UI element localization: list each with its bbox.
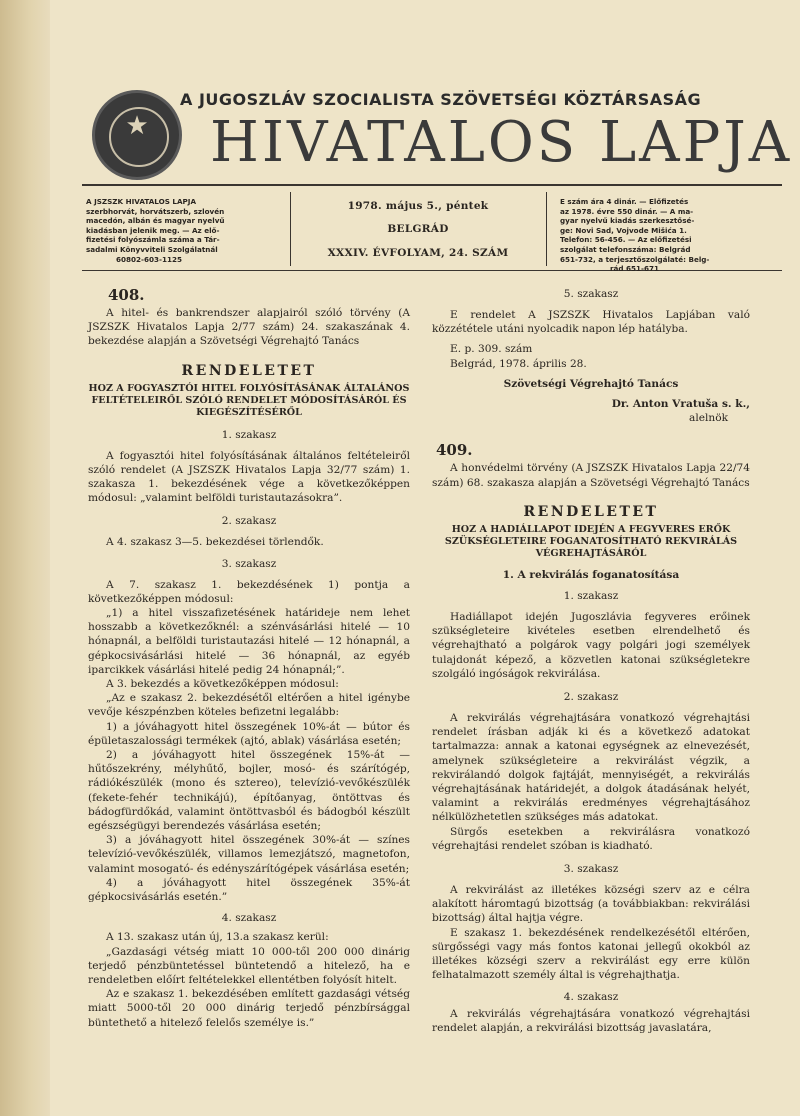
- header-right-line: gyar nyelvű kiadás szerkesztősé-: [560, 216, 695, 226]
- decree-408-intro: A hitel- és bankrendszer alapjairól szóló törvény (A JSZSZK Hivatalos Lapja 2/77 szám) 24. szakaszának 4. bekezdése alapján a Szövetségi Végrehajtó Tanács: [88, 307, 410, 348]
- decree-409-heading: RENDELETET: [523, 503, 659, 520]
- paragraph: E szakasz 1. bekezdésének rendelkezésétől eltérően, sürgősségi vagy más fontos katonai jellegű okokból az illetékes községi szerv a rekvirálást egy erre külön felhatalmazott személy által is végrehajthatja.: [432, 926, 750, 982]
- paragraph: A 13. szakasz után új, 13.a szakasz kerül:: [106, 931, 329, 944]
- paragraph: A rekvirálást az illetékes községi szerv az e célra alakított háromtagú bizottság (a továbbiakban: rekvirálási bizottság) által hajtja végre.: [432, 884, 750, 925]
- header-right-line: szolgálat telefonszáma: Belgrád: [560, 244, 691, 254]
- signing-council: Szövetségi Végrehajtó Tanács: [503, 377, 679, 390]
- header-left-line: 60802-603-1125: [116, 254, 182, 264]
- section-title: 5. szakasz: [563, 288, 619, 300]
- paragraph: E rendelet A JSZSZK Hivatalos Lapjában való közzététele utáni nyolcadik napon lép hatályba.: [432, 309, 750, 336]
- signer-title: alelnök: [689, 412, 728, 425]
- header-right-line: rád 651-671: [610, 264, 660, 274]
- section-title: 2. szakasz: [221, 515, 277, 528]
- section-title: 3. szakasz: [563, 863, 619, 876]
- paragraph: 3) a jóváhagyott hitel összegének 30%-át — színes televízió-vevőkészülék, villamos lemezjátszó, magnetofon, valamint mosogató- és edényszárítógépek vásárlása esetén;: [88, 834, 410, 875]
- issue-city: BELGRÁD: [387, 223, 449, 235]
- decree-408-subheading: HOZ A FOGYASZTÓI HITEL FOLYÓSÍTÁSÁNAK ÁLTALÁNOS FELTÉTELEIRŐL SZÓLÓ RENDELET MÓDOSÍTÁSÁRÓL ÉS KIEGÉSZÍTÉSÉRŐL: [88, 382, 410, 418]
- paragraph: „Az e szakasz 2. bekezdésétől eltérően a hitel igénybe vevője készpénzben köteles befizetni legalább:: [88, 692, 410, 719]
- issue-volume: XXXIV. ÉVFOLYAM, 24. SZÁM: [327, 247, 509, 259]
- paragraph: Hadiállapot idején Jugoszlávia fegyveres erőinek szükségleteire kivételes esetben elrendelhető és végrehajtható a polgárok vagy polgári jogi személyek tulajdonát képező, a közvetlen katonai szükségletekre szolgáló ingóságok rekvirálása.: [432, 611, 750, 680]
- decree-409-intro: A honvédelmi törvény (A JSZSZK Hivatalos Lapja 22/74 szám) 68. szakasza alapján a Szövetségi Végrehajtó Tanács: [432, 462, 750, 489]
- header-right-line: E szám ára 4 dinár. — Előfizetés: [560, 197, 689, 206]
- masthead-title: HIVATALOS LAPJA: [210, 110, 793, 175]
- paragraph: Az e szakasz 1. bekezdésében említett gazdasági vétség miatt 5000-től 20 000 dinárig terjedő pénzbírsággal büntethető a hitelező felelős személye is.”: [88, 988, 410, 1029]
- issue-date: 1978. május 5., péntek: [347, 200, 489, 212]
- paragraph: A fogyasztói hitel folyósításának általános feltételeiről szóló rendelet (A JSZSZK Hivatalos Lapja 32/77 szám) 1. szakasza 1. bekezdésének vége a következőképpen módosul: „valamint belföldi turistautazásokra”.: [88, 449, 410, 505]
- paragraph: 1) a jóváhagyott hitel összegének 10%-át — bútor és épületaszalossági termékek (ajtó, ablak) vásárlása esetén;: [88, 720, 410, 747]
- header-divider-2: [546, 192, 547, 266]
- chapter-title: 1. A rekvirálás foganatosítása: [502, 568, 680, 581]
- paragraph: 4) a jóváhagyott hitel összegének 35%-át gépkocsivásárlás esetén.”: [88, 876, 410, 904]
- paragraph: „Gazdasági vétség miatt 10 000-től 200 000 dinárig terjedő pénzbüntetéssel büntetendő a hitelező, ha e rendeletben előírt feltételekkel ellentétben folyósít hitelt.: [88, 945, 410, 986]
- decree-number-408: 408.: [108, 286, 145, 304]
- paragraph: „1) a hitel visszafizetésének határideje nem lehet hosszabb a következőknél: a szénvásárlási hitelé — 10 hónapnál, a belföldi turistautazási hitelé — 12 hónapnál, a gépkocsivásárlási hitelé — 36 hónapnál, az egyéb iparcikkek vásárlási hitelé pedig 24 hónapnál;”.: [88, 607, 410, 676]
- paragraph: A rekvirálás végrehajtására vonatkozó végrehajtási rendelet alapján, a rekvirálási bizottság javaslatára,: [432, 1007, 750, 1034]
- header-rule-top: [82, 184, 782, 186]
- header-left-line: fizetési folyószámla száma a Tár-: [86, 235, 220, 245]
- place-date: Belgrád, 1978. április 28.: [450, 357, 587, 370]
- masthead-supertitle: A JUGOSZLÁV SZOCIALISTA SZÖVETSÉGI KÖZTÁRSASÁG: [180, 90, 702, 109]
- section-title: 3. szakasz: [221, 557, 277, 570]
- reference-number: E. p. 309. szám: [450, 343, 533, 356]
- header-left-line: kiadásban jelenik meg. — Az elő-: [86, 225, 220, 235]
- section-title: 4. szakasz: [563, 990, 619, 1003]
- decree-408-heading: RENDELETET: [181, 362, 317, 379]
- paragraph: A rekvirálás végrehajtására vonatkozó végrehajtási rendelet írásban adják ki és a következő adatokat tartalmazza: annak a katonai egységnek az elnevezését, amelynek szükségleteire a rekvirálást végzik, a rekvirálandó dolgok fajtáját, mennyiségét, a rekvirálás végrehajtásának határidejét, a dolgok átadásának helyét, valamint a rekvirálás eredményes végrehajtásához nélkülözhetetlen szükséges más adatokat.: [432, 712, 750, 824]
- section-title: 1. szakasz: [221, 428, 277, 441]
- header-divider-1: [290, 192, 291, 266]
- paragraph: A 7. szakasz 1. bekezdésének 1) pontja a következőképpen módosul:: [88, 578, 410, 605]
- decree-number-409: 409.: [436, 441, 473, 460]
- decree-409-subheading: HOZ A HADIÁLLAPOT IDEJÉN A FEGYVERES ERŐK SZÜKSÉGLETEIRE FOGANATOSÍTHATÓ REKVIRÁLÁS VÉGREHAJTÁSÁRÓL: [444, 523, 738, 559]
- header-right-info: [560, 197, 772, 274]
- header-left-line: sadalmi Könyvviteli Szolgálatnál: [86, 244, 218, 254]
- header-right-line: 651-732, a terjesztőszolgálaté: Belg-: [560, 254, 710, 264]
- left-column: [88, 286, 410, 1030]
- header-left-line: macedón, albán és magyar nyelvű: [86, 216, 225, 226]
- paragraph: A 3. bekezdés a következőképpen módosul:: [106, 678, 339, 691]
- page-edge: [0, 0, 50, 1116]
- header-left-line: szerbhorvát, horvátszerb, szlovén: [86, 206, 225, 216]
- state-emblem-icon: ★: [92, 90, 182, 180]
- header-right-line: Telefon: 56-456. — Az előfizetési: [560, 235, 692, 245]
- section-title: 2. szakasz: [563, 691, 619, 704]
- section-title: 4. szakasz: [221, 912, 277, 925]
- header-right-line: ge: Novi Sad, Vojvode Mišića 1.: [560, 225, 687, 235]
- paragraph: Sürgős esetekben a rekvirálásra vonatkozó végrehajtási rendelet szóban is kiadható.: [432, 825, 750, 852]
- signer-name: Dr. Anton Vratuša s. k.,: [611, 398, 750, 411]
- paragraph: A 4. szakasz 3—5. bekezdései törlendők.: [106, 536, 324, 549]
- right-column: [432, 288, 750, 1035]
- paragraph: 2) a jóváhagyott hitel összegének 15%-át — hűtőszekrény, mélyhűtő, bojler, mosó- és szárítógép, rádiókészülék (mono és sztereo), televízió-vevőkészülék (fekete-fehér technikájú), építőanyag, öntöttvas és bádogfürdőkád, valamint öntöttvasból és bádogból készült egészségügyi berendezés vásárlása esetén;: [88, 749, 410, 833]
- section-title: 1. szakasz: [563, 590, 619, 603]
- header-right-line: az 1978. évre 550 dinár. — A ma-: [560, 206, 694, 216]
- header-left-info: [86, 197, 282, 264]
- header-left-line: A JSZSZK HIVATALOS LAPJA: [86, 197, 197, 206]
